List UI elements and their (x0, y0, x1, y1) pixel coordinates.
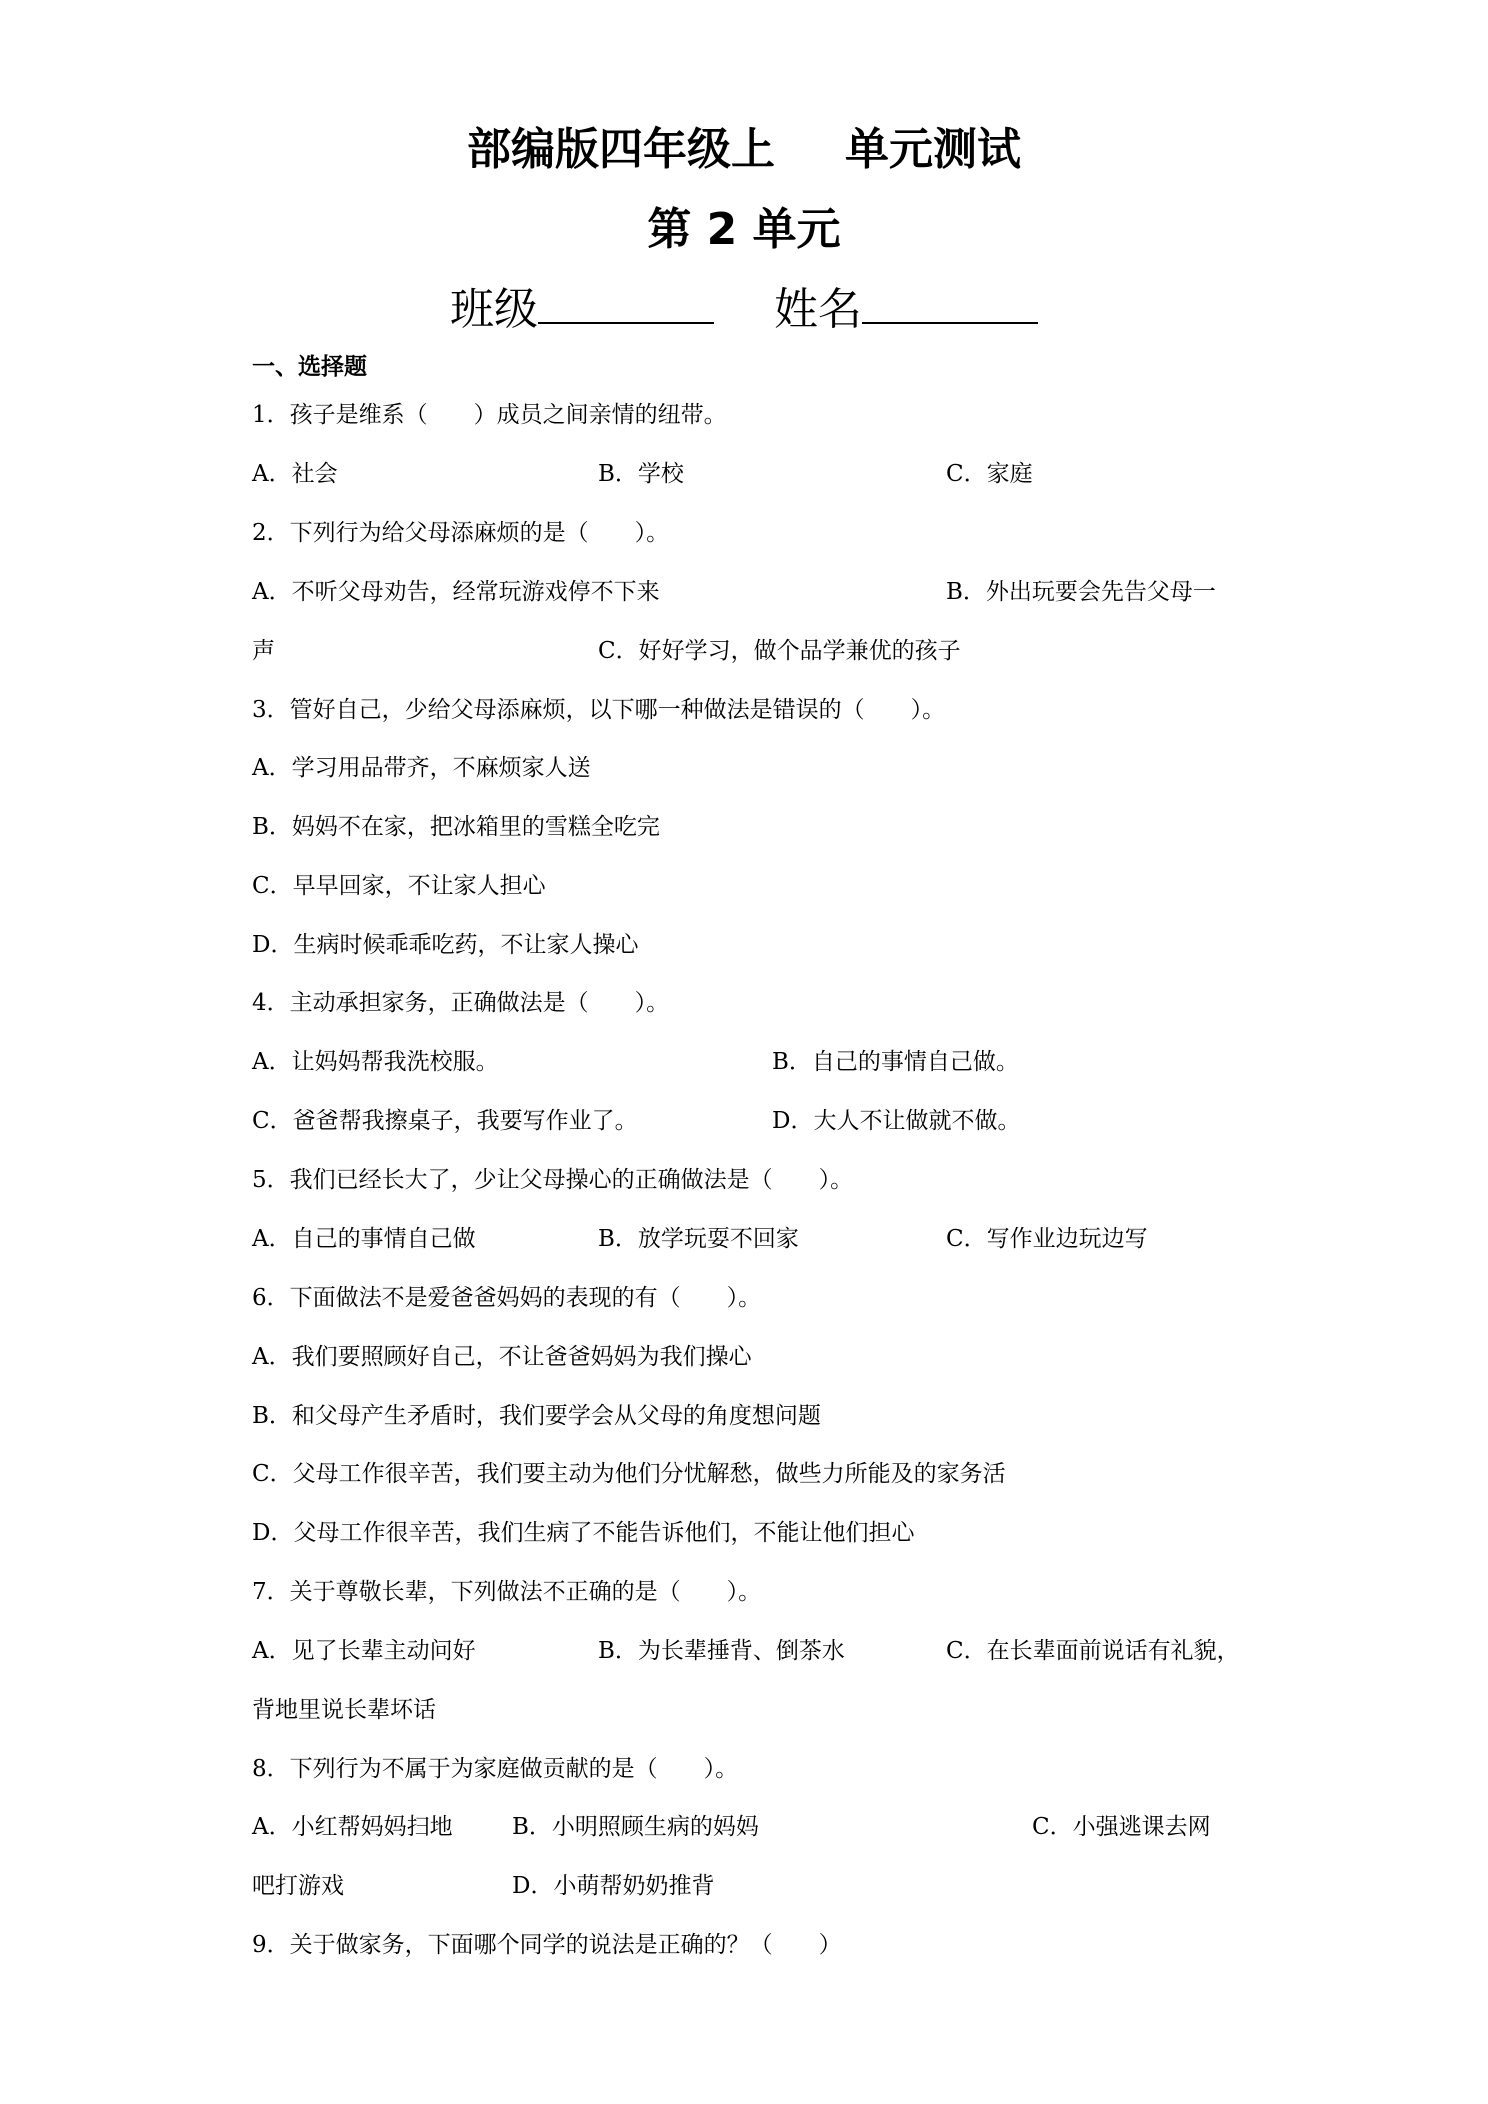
question-stem: 5．我们已经长大了，少让父母操心的正确做法是（ ）。 (252, 1167, 854, 1193)
question-stem: 9．关于做家务，下面哪个同学的说法是正确的？（ ） (252, 1932, 842, 1958)
option: A．我们要照顾好自己，不让爸爸妈妈为我们操心 (252, 1344, 752, 1370)
option: C．家庭 (946, 461, 1033, 487)
name-label: 姓名 (774, 284, 862, 335)
name-blank (862, 278, 1038, 324)
question-stem: 7．关于尊敬长辈，下列做法不正确的是（ ）。 (252, 1579, 762, 1605)
option: 吧打游戏 (252, 1873, 344, 1899)
option: C．早早回家，不让家人担心 (252, 873, 546, 899)
option: A．不听父母劝告，经常玩游戏停不下来 (252, 579, 660, 605)
option: C．写作业边玩边写 (946, 1226, 1148, 1252)
option: D．生病时候乖乖吃药，不让家人操心 (252, 932, 639, 958)
section-heading: 一、选择题 (252, 354, 367, 380)
option: 背地里说长辈坏话 (252, 1697, 436, 1723)
title-left: 部编版四年级上 (467, 124, 775, 175)
question-stem: 6．下面做法不是爱爸爸妈妈的表现的有（ ）。 (252, 1285, 762, 1311)
title-right: 单元测试 (845, 124, 1021, 175)
class-name-line (0, 278, 1488, 340)
option: C．父母工作很辛苦，我们要主动为他们分忧解愁，做些力所能及的家务活 (252, 1461, 1006, 1487)
question-stem: 3．管好自己，少给父母添麻烦，以下哪一种做法是错误的（ ）。 (252, 697, 946, 723)
option: B．小明照顾生病的妈妈 (512, 1814, 759, 1840)
option: D．父母工作很辛苦，我们生病了不能告诉他们，不能让他们担心 (252, 1520, 915, 1546)
option: 声 (252, 638, 275, 664)
question-stem: 1．孩子是维系（ ）成员之间亲情的纽带。 (252, 402, 727, 428)
question-stem: 4．主动承担家务，正确做法是（ ）。 (252, 990, 670, 1016)
option: A．小红帮妈妈扫地 (252, 1814, 453, 1840)
option: A．让妈妈帮我洗校服。 (252, 1049, 499, 1075)
option: A．社会 (252, 461, 338, 487)
option: B．自己的事情自己做。 (772, 1049, 1019, 1075)
option: C．在长辈面前说话有礼貌， (946, 1638, 1240, 1664)
question-stem: 2．下列行为给父母添麻烦的是（ ）。 (252, 520, 670, 546)
exam-title (0, 122, 1488, 178)
class-label: 班级 (450, 284, 538, 335)
option: C．好好学习，做个品学兼优的孩子 (598, 638, 961, 664)
option: D．大人不让做就不做。 (772, 1108, 1021, 1134)
class-blank (538, 278, 714, 324)
option: B．放学玩耍不回家 (598, 1226, 799, 1252)
question-stem: 8．下列行为不属于为家庭做贡献的是（ ）。 (252, 1756, 739, 1782)
option: C．爸爸帮我擦桌子，我要写作业了。 (252, 1108, 638, 1134)
option: B．学校 (598, 461, 684, 487)
option: B．外出玩要会先告父母一 (946, 579, 1216, 605)
option: B．为长辈捶背、倒茶水 (598, 1638, 845, 1664)
option: B．妈妈不在家，把冰箱里的雪糕全吃完 (252, 814, 660, 840)
option: A．自己的事情自己做 (252, 1226, 476, 1252)
unit-title: 第 2 单元 (647, 204, 841, 255)
option: A．见了长辈主动问好 (252, 1638, 476, 1664)
option: D．小萌帮奶奶推背 (512, 1873, 715, 1899)
option: A．学习用品带齐，不麻烦家人送 (252, 755, 591, 781)
option: C．小强逃课去网 (1032, 1814, 1211, 1840)
option: B．和父母产生矛盾时，我们要学会从父母的角度想问题 (252, 1403, 821, 1429)
